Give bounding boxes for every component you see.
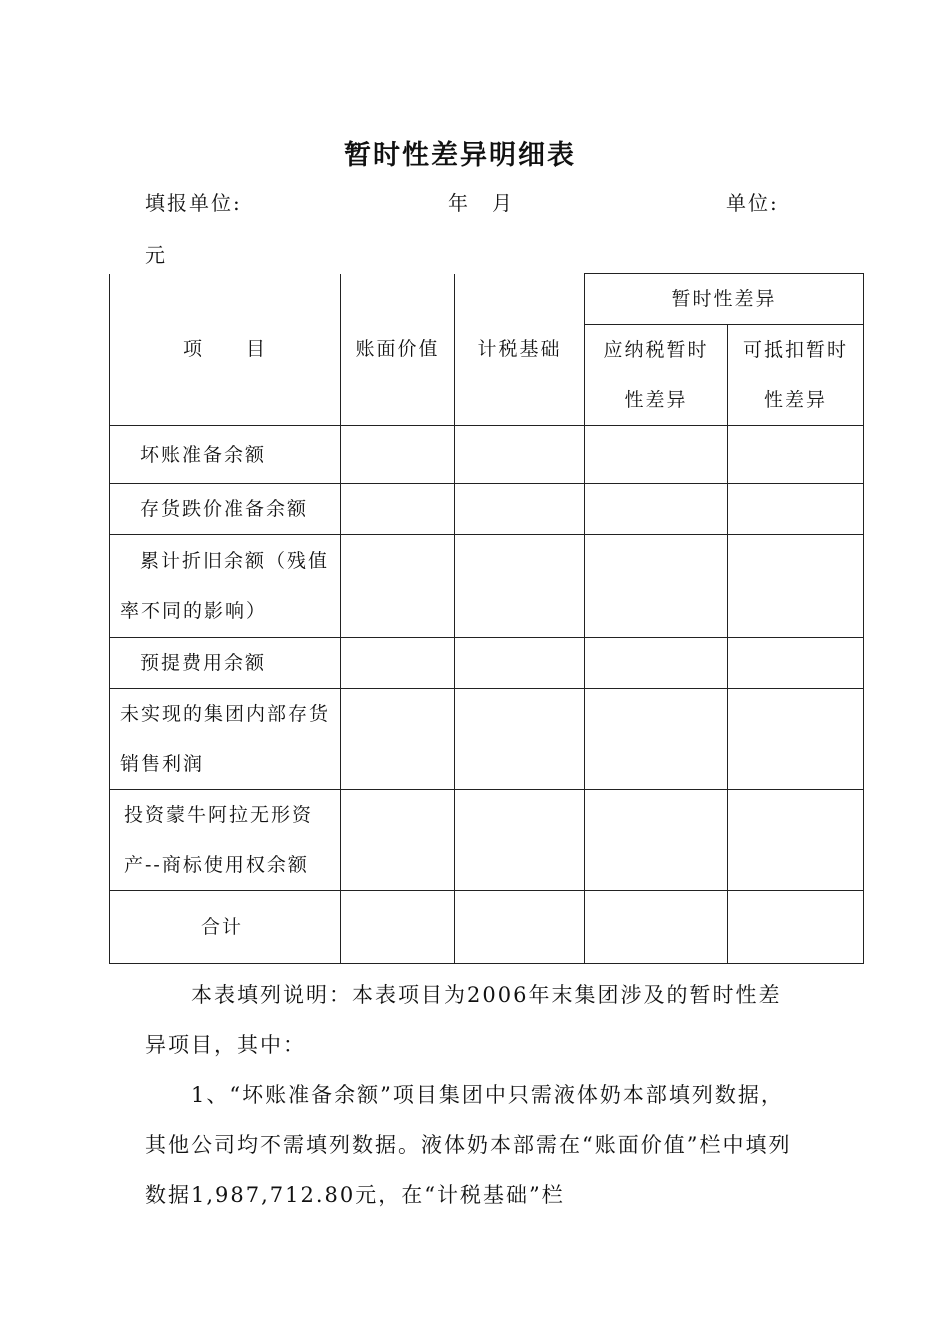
cell-book-value[interactable] (341, 790, 455, 891)
header-temporary-difference: 暂时性差异 (585, 274, 864, 325)
cell-book-value[interactable] (341, 484, 455, 535)
table-row (110, 484, 864, 535)
cell-deductible[interactable] (728, 790, 864, 891)
cell-deductible[interactable] (728, 426, 864, 484)
month-label: 月 (492, 191, 514, 215)
cell-taxable[interactable] (585, 891, 728, 964)
cell-taxable[interactable] (585, 790, 728, 891)
row-label: 投资蒙牛阿拉无形资产--商标使用权余额 (110, 790, 341, 891)
header-deductible-difference: 可抵扣暂时性差异 (728, 325, 864, 426)
cell-book-value[interactable] (341, 891, 455, 964)
cell-taxable[interactable] (585, 535, 728, 638)
header-book-value: 账面价值 (341, 274, 455, 426)
cell-taxable[interactable] (585, 426, 728, 484)
table-row (110, 426, 864, 484)
notes-intro: 本表填列说明：本表项目为2006年末集团涉及的暂时性差异项目，其中： (145, 983, 782, 1057)
table-row (110, 638, 864, 689)
cell-taxable[interactable] (585, 689, 728, 790)
temporary-difference-table (109, 273, 864, 964)
cell-taxable[interactable] (585, 638, 728, 689)
table-row (110, 790, 864, 891)
cell-deductible[interactable] (728, 689, 864, 790)
row-label: 累计折旧余额（残值率不同的影响） (110, 535, 341, 638)
cell-deductible[interactable] (728, 484, 864, 535)
cell-book-value[interactable] (341, 689, 455, 790)
row-label: 坏账准备余额 (110, 426, 341, 484)
cell-deductible[interactable] (728, 891, 864, 964)
cell-book-value[interactable] (341, 426, 455, 484)
cell-book-value[interactable] (341, 535, 455, 638)
cell-book-value[interactable] (341, 638, 455, 689)
cell-tax-base[interactable] (455, 484, 585, 535)
cell-tax-base[interactable] (455, 891, 585, 964)
cell-deductible[interactable] (728, 638, 864, 689)
header-item: 项 目 (110, 274, 341, 426)
header-tax-base: 计税基础 (455, 274, 585, 426)
fill-instructions (145, 970, 801, 1220)
currency-unit-label: 单位: (726, 191, 779, 215)
row-label: 存货跌价准备余额 (110, 484, 341, 535)
row-label-total: 合计 (110, 891, 341, 964)
header-taxable-difference: 应纳税暂时性差异 (585, 325, 728, 426)
page-title: 暂时性差异明细表 (344, 140, 576, 171)
notes-item-1: 1、“坏账准备余额”项目集团中只需液体奶本部填列数据，其他公司均不需填列数据。液体奶本部需在“账面价值”栏中填列数据1,987,712.80元，在“计税基础”栏 (145, 1083, 792, 1207)
table-row (110, 535, 864, 638)
currency-unit-value: 元 (145, 243, 167, 267)
reporting-unit-label: 填报单位: (145, 191, 242, 215)
cell-tax-base[interactable] (455, 689, 585, 790)
table-row (110, 689, 864, 790)
cell-tax-base[interactable] (455, 790, 585, 891)
row-label: 预提费用余额 (110, 638, 341, 689)
cell-taxable[interactable] (585, 484, 728, 535)
row-label: 未实现的集团内部存货销售利润 (110, 689, 341, 790)
cell-tax-base[interactable] (455, 638, 585, 689)
cell-tax-base[interactable] (455, 426, 585, 484)
year-label: 年 (448, 191, 470, 215)
table-row-total (110, 891, 864, 964)
cell-tax-base[interactable] (455, 535, 585, 638)
cell-deductible[interactable] (728, 535, 864, 638)
